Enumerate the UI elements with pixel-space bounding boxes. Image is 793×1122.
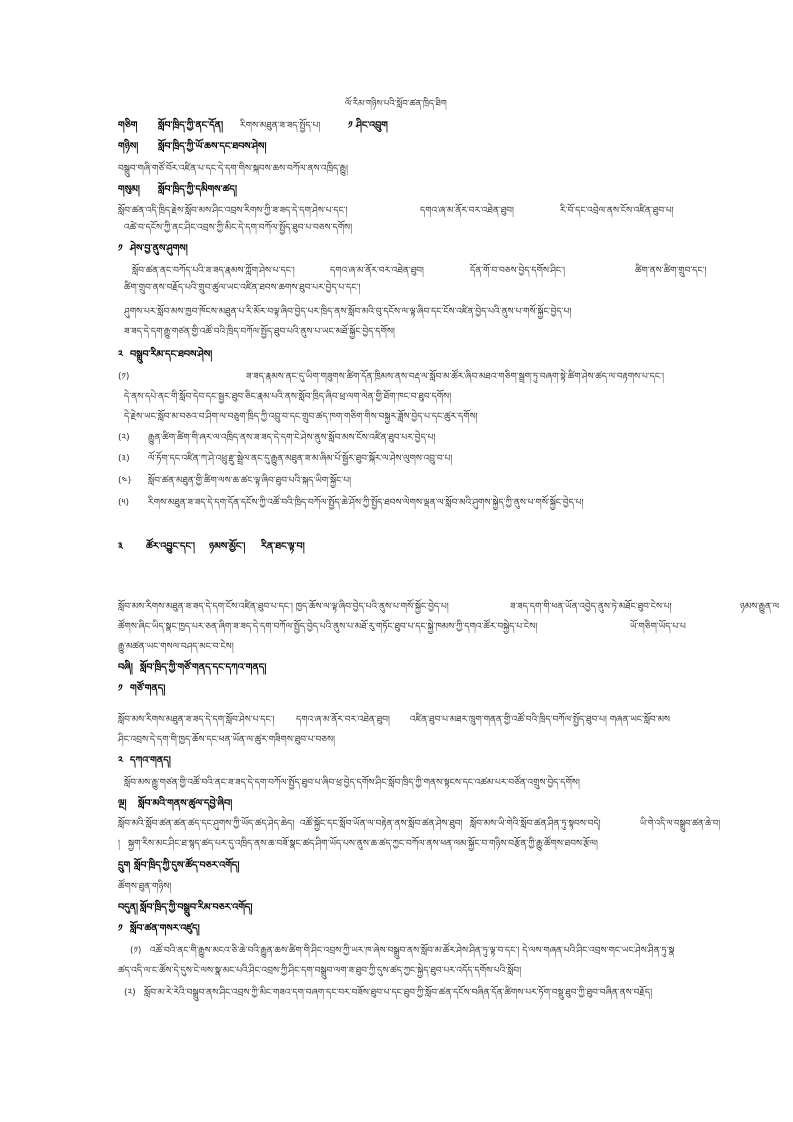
document-title: ལོ་རིམ་གཉིས་པའི་སློབ་ཚན་ཁྲིད་ཐིག (345, 99, 447, 109)
section10-line1d: ཡི་གེ་འདི་ལ་བསྒྲུབ་ཚན་ཆེ་བ། (640, 819, 721, 829)
section10-line1: སློབ་མའི་སློབ་ཚན་ཚན་ཚད་དང་ཤུགས་ཀྱི་ཡོད་ཚད་ཤེད་ཆེད། (118, 819, 295, 829)
section8-line1c: འཛིན་ཐུབ་པ་མཐར་ཁྲུག་གནན་གྱི་འཚོ་བའི་ཁྲིད་བཀོལ་སྤྱོད་ཐུབ་པ། གཞན་ཡང་སློབ་མས (410, 715, 670, 725)
section6-col1: ཚོར་འབྱུང་དང་། (146, 541, 196, 552)
section3-line1c: རི་བོ་དང་འབྲེལ་ནས་ངོས་འཛིན་ཐུབ་པ། (560, 206, 674, 216)
section12-sub-number: ༡ (118, 923, 123, 934)
paragraph-line3: རྒྱུ་མཚན་ཡང་གསལ་བཤད་མང་བ་ངེས། (118, 642, 234, 652)
section8-line2: ཤིང་འབྲས་དེ་དག་གི་ཁྱད་ཆོས་དང་ཕན་ཡོན་ལ་ཚུར་གཟིགས་ཐུབ་པ་བཅས། (118, 735, 336, 745)
paragraph-line2b: ཡོ་གཅིག་ཡོད་པ་པ (630, 622, 686, 632)
section1-lesson-name: རིགས་མཐུན་ཟ་ཟད་སྤྱོད་པ། (240, 121, 321, 131)
section7-number: བཞི། (118, 662, 133, 673)
section5-item1-line2: དེ་ནས་དཔེ་ནང་གི་སློབ་དེབ་དང་སྦྱར་ཐུབ་ཅིང་རྣམ་པའི་ནས་སློབ་ཁྲིད་ཞིབ་ཕྲ་ལག་ལེན་གྱི་ཐོག་ཁང་བ་ཐུབ་དགོས། (124, 392, 452, 402)
section4-label: ཤེས་བྱ་ནུས་ཤུགས། (130, 243, 188, 254)
section10-line2: སྐྱག་རིས་མང་ཤིང་ཐ་སྙད་ཚད་པར་དུ་འཁྲིད་ནས་ཆ་བཟོ་སྣང་ཚད་ཤིག་ཡོད་པས་ནུས་ཆ་ཚད་ཀྱང་བཀོལ་ནས་ཕན་ལམ་སྐྱོང་བ་གཉིས་བརྩོན་ཀྱི་རྒྱུ་ཚོགས་ཐབས་རྩོལ། (128, 839, 598, 849)
section5-label: བསྒྲུབ་རིམ་དང་ཐབས་ཤེས། (130, 349, 213, 360)
section8-number: ༡ (118, 683, 123, 694)
section5-item1-line3: དེ་རྗེས་ཡང་སློབ་མ་བཅའ་བ་ཤིག་ལ་བཅུག་ཁྲིད་ཀྱི་འབྲུ་བ་དང་གྲུབ་ཚད་ཁག་གཅིག་གིས་བསྐྱར་ཟློས་བྱེད་པ་དང་ཚུར་དགོས། (124, 412, 478, 422)
paragraph-line1c: ཉམས་རྒྱུན་ལ (740, 602, 779, 612)
section12-para1-number: (༡) (130, 946, 142, 956)
section1-label: སློབ་ཁྲིད་ཀྱི་ནང་དོན། (158, 120, 224, 131)
section4-line3: ཤུགས་པར་སློབ་མས་ཁྱབ་ཁོངས་མཐུན་པ་རི་མོར་བལྟ་ཞིབ་བྱེད་པར་ཁྲིད་ནས་སློབ་མའི་བུ་དངོས་ལ་ལྟ་ཞིབ་དང་ངོས་འཛིན་བྱེད་པའི་ནུས་པ་གསོ་སྐྱོང་བྱེད་པ། (124, 307, 572, 317)
section6-col2: ཉམས་མྱོང་། (209, 541, 246, 552)
section8-line1: སློབ་མས་རིགས་མཐུན་ཟ་ཟད་དེ་དག་སློབ་ཤེས་པ་དང་། (118, 715, 275, 725)
paragraph-line2: ཚོགས་ཞིང་ཡིད་སྣང་ཁྱད་པར་ཅན་ཞིག་ཟ་ཟད་དེ་དག་བཀོལ་སྤྱོད་བྱེད་པའི་ནུས་པ་མཐོ་རུ་གཏོང་ཐུབ་པ་དང་སྐྱེ་ཁམས་ཀྱི་དགའ་ཚོར་བསྐྱེད་པ་ངེས། (118, 622, 538, 632)
section10-line1b: འཚོ་སྐྱོང་དང་སློབ་ཡོན་ལ་བརྟེན་ནས་སློབ་ཚན་ཤེས་ཐུབ། (300, 819, 463, 829)
section9-line1: སློབ་མས་རྒྱུ་གཙན་གྱི་འཚོ་བའི་ནང་ཟ་ཟད་དེ་དག་བཀོལ་སྤྱོད་ཐུབ་པ་ཞིབ་ཕྲ་བྱེད་དགོས་ཤིང་སློབ་ཁྲིད་ཀྱི་གནས་སྟངས་དང་འཚམ་པར་བཙོན་འགྲུས་བྱེད་དགོས། (124, 778, 580, 788)
section12-number: བདུན། (118, 902, 139, 913)
section2-label: སློབ་ཁྲིད་ཀྱི་ཡོ་ཆས་དང་ཐབས་ཤེས། (158, 141, 267, 152)
paragraph-line1b: ཟ་ཟད་དག་གི་ཕན་ཡོན་འབྱེད་ནུས་ཏེ་མཐོང་ཐུབ་ངེས་པ། (510, 602, 672, 612)
section2-body: བསྒྲུབ་གཞི་གཙོ་བོར་འཛིན་པ་དང་དེ་དག་གིས་སྐབས་ཆས་བཀོལ་ནས་འཁྲིད་རྒྱུ། (118, 164, 349, 174)
section11-label: སློབ་ཁྲིད་ཀྱི་དུས་ཚོད་བཅར་འགོད། (134, 860, 240, 871)
section4-line2: ཚིག་གྲུབ་ནས་བརྗོད་པའི་གྲུབ་ཚུལ་ཡང་འཛིན་ཐབས་ཆགས་ཐུབ་པར་བྱེད་པ་དང་། (124, 283, 361, 293)
section6-number: ༣ (118, 541, 123, 552)
section3-line1b: དགའ་ཞ་མ་ནོར་བར་འཐེན་ཐུབ། (420, 206, 514, 216)
section2-number: གཉིས། (118, 141, 139, 152)
section12-para2-number: (༢) (124, 988, 136, 998)
section10-line2-mark: ། (118, 839, 120, 849)
section11-number: དྲུག (118, 860, 131, 871)
section4-line4: ཟ་ཟད་དེ་དག་རྒྱུ་གཙན་གྱི་འཚོ་བའི་ཁྲིད་བཀོལ་སྤྱོད་ཐུབ་པའི་ནུས་པ་ཡང་མཐོ་སྐྱོང་བྱེད་དགོས། (124, 327, 395, 337)
section5-item2-number: (༢) (118, 433, 130, 443)
section4-line1b: དགའ་ཞ་མ་ནོར་བར་འཐེན་ཐུབ། (330, 266, 424, 276)
section5-item4-number: (༤) (118, 476, 132, 486)
section5-item4: སློབ་ཚན་མཐུན་གྱི་ཚིག་ལས་ཆ་ཚང་ལྟ་ཞིབ་ཐུབ་པའི་སྐད་ཡིག་སྐྱོང་པ། (148, 476, 351, 486)
section12-sub-label: སློབ་ཚན་གསར་འཛུད། (130, 923, 200, 934)
section5-item5-number: (༥) (118, 498, 130, 508)
section4-line1d: ཚིག་ནས་ཚིག་གྲུབ་དང་། (635, 266, 707, 276)
section5-number: ༢ (118, 349, 123, 360)
section4-number: ༡ (118, 243, 123, 254)
section8-label: གཙོ་གནད། (130, 683, 166, 694)
section11-value: ཚོགས་ཐུན་གཉིས། (118, 882, 172, 892)
section6-col3: རིན་ཐང་ལྟ་བ། (261, 541, 305, 552)
section3-label: སློབ་ཁྲིད་ཀྱི་དམིགས་ཚད། (158, 184, 237, 195)
section5-item1-number: (༡) (118, 372, 130, 382)
section12-para1-line1: འཚོ་བའི་ནང་གི་རྒྱུས་མངའ་ཅི་ཆེ་བའི་རྒྱུན་ཆས་ཚིག་གི་ཤིང་འབྲས་ཀྱི་ཡར་ཁ་ཞེས་བསྒྲུབ་ནས་སློབ་མ་ཚོར་ཤེས་ཤིན་ཏུ་ལྟ་བ་དང་། དེ་ལས་གཞན་པའི་ཤིང་འབྲས་གང་ཡང་ཤེས་ཤིན་ཏུ་སྣ (150, 946, 675, 956)
section9-number: ༢ (118, 755, 123, 766)
section3-number: གསུམ། (118, 184, 140, 195)
section5-item3: ལོ་ཏོག་དང་འཛིན་ཀ་ཤེ་འཕྲུ་རྫུ་སྦྲེལ་ནང་དུ་རྒྱུན་མཐུན་ཟ་མ་ཞིམ་པོ་སྦྱོར་ཐུབ་སྐོར་ལ་ཤེས་ལུགས་འབྲུ་བ་པ། (148, 454, 453, 464)
section5-item2: རྒྱུན་ཚིག་ཚིག་གི་ཞར་ལ་འཁྲིད་ནས་ཟ་ཟད་དེ་དག་ངེ་ཤེས་ནུས་སློབ་མས་ངོས་འཛིན་ཐུབ་པར་བྱེད་པ། (148, 433, 436, 443)
section5-item5: རིགས་མཐུན་ཟ་ཟད་དེ་དག་དོན་དངོས་ཀྱི་འཚོ་བའི་ཁྲིད་བཀོལ་སྤྱོད་ཆེ་ཤོས་ཀྱི་སྤྱོད་ཐབས་ལེགས་ལྡན་ལ་སློབ་མའི་ཤུགས་སྐྱེད་ཀྱི་ནུས་པ་གསོ་སྐྱོང་བྱེད་པ། (148, 498, 584, 508)
section10-label: སློབ་མའི་གནས་ཚུལ་དབྱེ་ཞིབ། (138, 798, 233, 809)
section4-line1c: དོན་གོ་བ་བཅས་བྱེད་དགོས་ཤིང་། (470, 266, 565, 276)
section12-label: སློབ་ཁྲིད་ཀྱི་བསྒྲུབ་རིམ་བཅར་འགོད། (140, 902, 253, 913)
section12-para1-line2: ཚད་འདི་ལ་ང་ཚོས་དེ་དུས་ངེ་ལས་སྣ་མང་པའི་ཤིང་འབྲས་ཀྱི་ཤིང་དག་བསྒྲུབ་ལག་ཟ་ཐུབ་ཀྱི་དུས་ཚད་ཀྱང་སྐྱེད་ཐུབ་པར་འདོད་དགོས་པའི་སློབ། (118, 966, 522, 976)
section1-number: གཅིག (118, 120, 138, 131)
section10-number: ལྔ། (118, 798, 127, 809)
section3-line2: འཚེ་བ་དངོས་ཀྱི་ནང་ཤིང་འབྲས་ཀྱི་མིང་དེ་དག་བཀོལ་སྤྱོད་ཐུབ་པ་བཅས་དགོས། (124, 223, 353, 233)
section8-line1b: དགའ་ཞ་མ་ནོར་བར་འཐེན་ཐུབ། (296, 715, 390, 725)
section7-label: སློབ་ཁྲིད་ཀྱི་གཙོ་གནད་དང་དཀའ་གནད། (140, 662, 267, 673)
section5-item1-line1: ཟ་ཟད་རྣམས་ནང་དུ་ཡིག་གཟུགས་ཚིག་དོན་ཁྲིམས་ནས་བརྡ་ལ་སློབ་མ་ཚོར་ཞིབ་མཐའ་གཅིག་སྦྲག་ཏུ་བཞག་སྟེ་ཚིག་ཤེས་ཚད་ལ་བརྟགས་པ་དང་། (246, 372, 664, 382)
section5-item3-number: (༣) (118, 454, 130, 464)
section9-label: དཀའ་གནད། (130, 755, 171, 766)
section10-line1c: སློབ་མས་ཡི་གེའི་སློབ་ཚན་ཤིན་ཏུ་སྟབས་བདེ། (470, 819, 601, 829)
section4-line1: སློབ་ཚན་ནང་བཀོད་པའི་ཟ་ཟད་རྣམས་ཀློག་ཤེས་པ་དང་། (132, 266, 295, 276)
section12-para2: སློབ་མ་རེ་རེའི་བསྒྲུབ་ནས་ཤིང་འབྲས་ཀྱི་མིང་གཟའ་དག་བཞག་དང་བར་བཟོས་ཐུབ་པ་དང་ཐུབ་ཀྱི་སློབ་ཚན་དངོས་བཞིན་དོན་ཚིགས་པར་ཏོག་བསྡུ་ཐུབ་ཀྱི་ཐུབ་བཞིན་ནས་བརྗོད། (144, 988, 653, 998)
section1-lesson-index: ༡ ཤིང་འབྲུག (348, 120, 388, 131)
paragraph-line1: སློབ་མས་རིགས་མཐུན་ཟ་ཟད་དེ་དག་ངོས་འཛིན་ཐུབ་པ་དང་། ཁྱད་ཆོས་ལ་ལྟ་ཞིབ་བྱེད་པའི་ནུས་པ་གསོ་སྐྱོང་བྱེད་པ། (118, 602, 449, 612)
section3-line1: སློབ་ཚན་འདི་ཁྲིད་རྗེས་སློབ་མས་ཤིང་འབྲས་རིགས་ཀྱི་ཟ་ཟད་དེ་དག་ཤེས་པ་དང་། (118, 206, 348, 216)
